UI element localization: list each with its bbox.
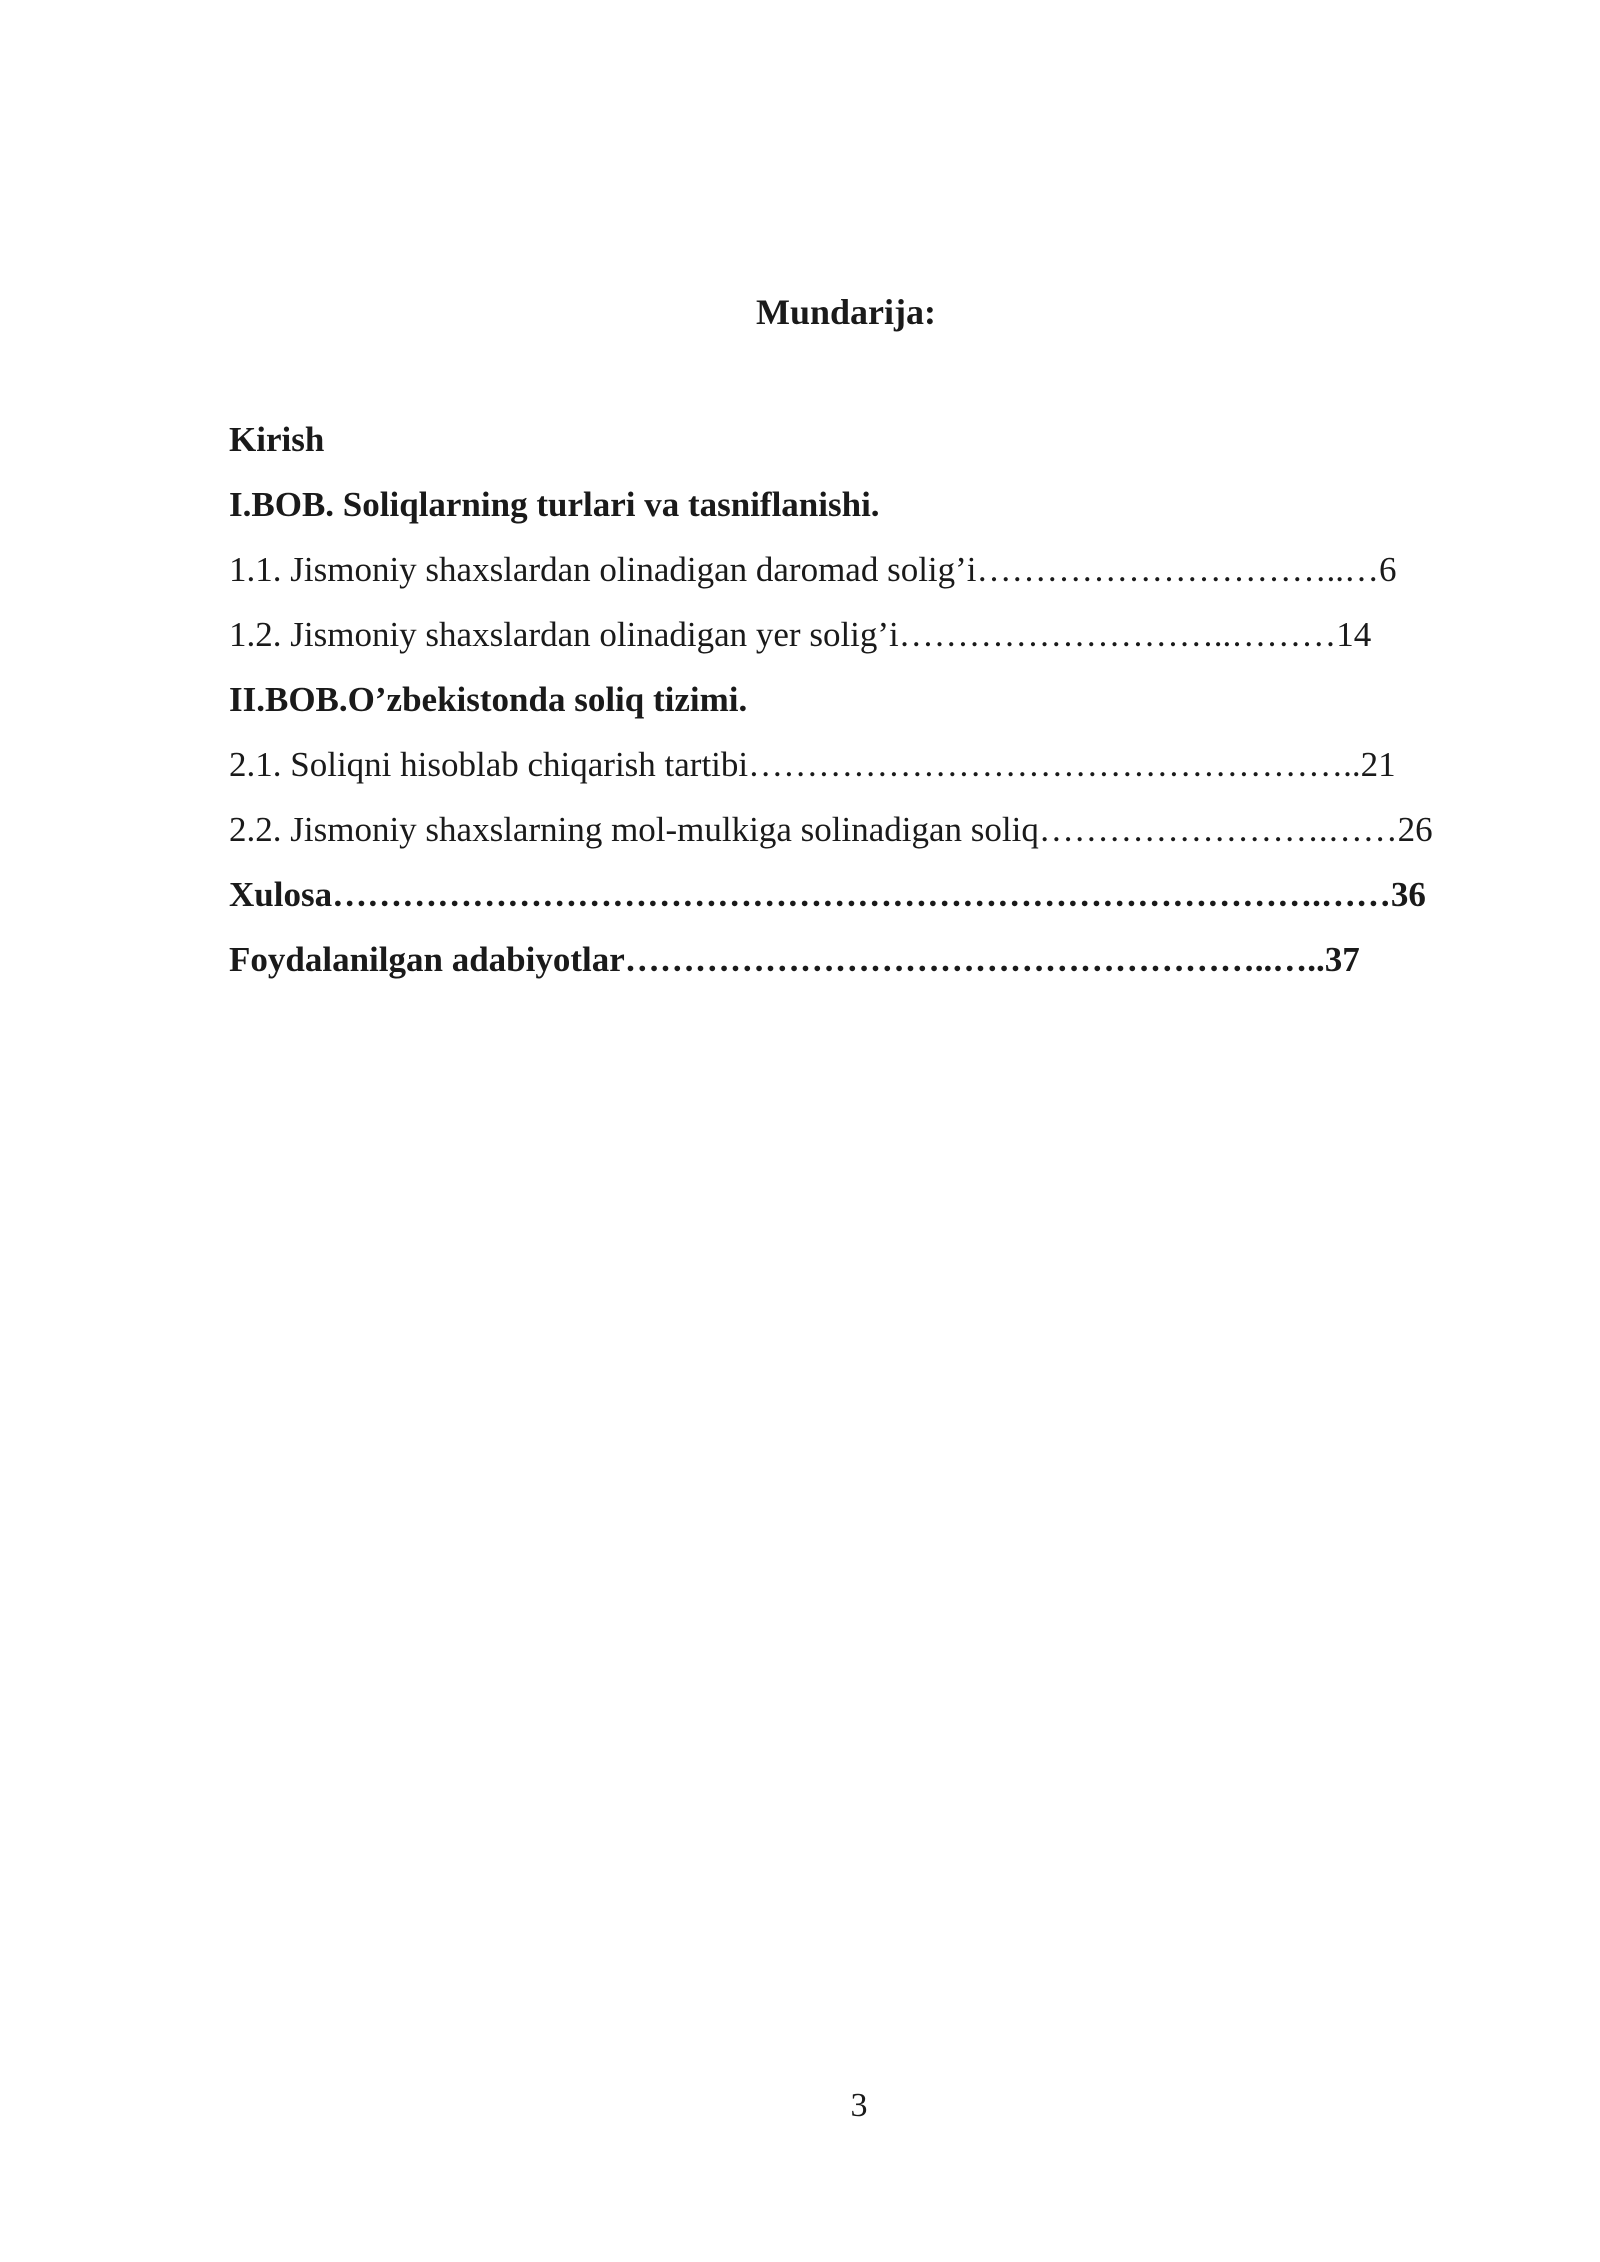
- toc-entry-1-1: 1.1. Jismoniy shaxslardan olinadigan daromad solig’i…………………………..…6: [229, 550, 1397, 589]
- toc-entry-kirish: Kirish: [229, 420, 325, 459]
- toc-entry-2-2: 2.2. Jismoniy shaxslarning mol-mulkiga solinadigan soliq…………………….……26: [229, 810, 1433, 849]
- page-number: 3: [850, 2087, 868, 2124]
- toc-entry-chapter-2: II.BOB.O’zbekistonda soliq tizimi.: [229, 680, 748, 719]
- toc-entry-adabiyotlar: Foydalanilgan adabiyotlar………………………………………………..…..37: [229, 940, 1360, 979]
- toc-entry-2-1: 2.1. Soliqni hisoblab chiqarish tartibi……………………………………………..21: [229, 745, 1396, 784]
- toc-entry-xulosa: Xulosa………………………………………………………………………….……36: [229, 875, 1426, 914]
- page-title: Mundarija:: [756, 292, 936, 332]
- toc-entry-1-2: 1.2. Jismoniy shaxslardan olinadigan yer solig’i………………………..………14: [229, 615, 1372, 654]
- toc-entry-chapter-1: I.BOB. Soliqlarning turlari va tasniflanishi.: [229, 485, 880, 524]
